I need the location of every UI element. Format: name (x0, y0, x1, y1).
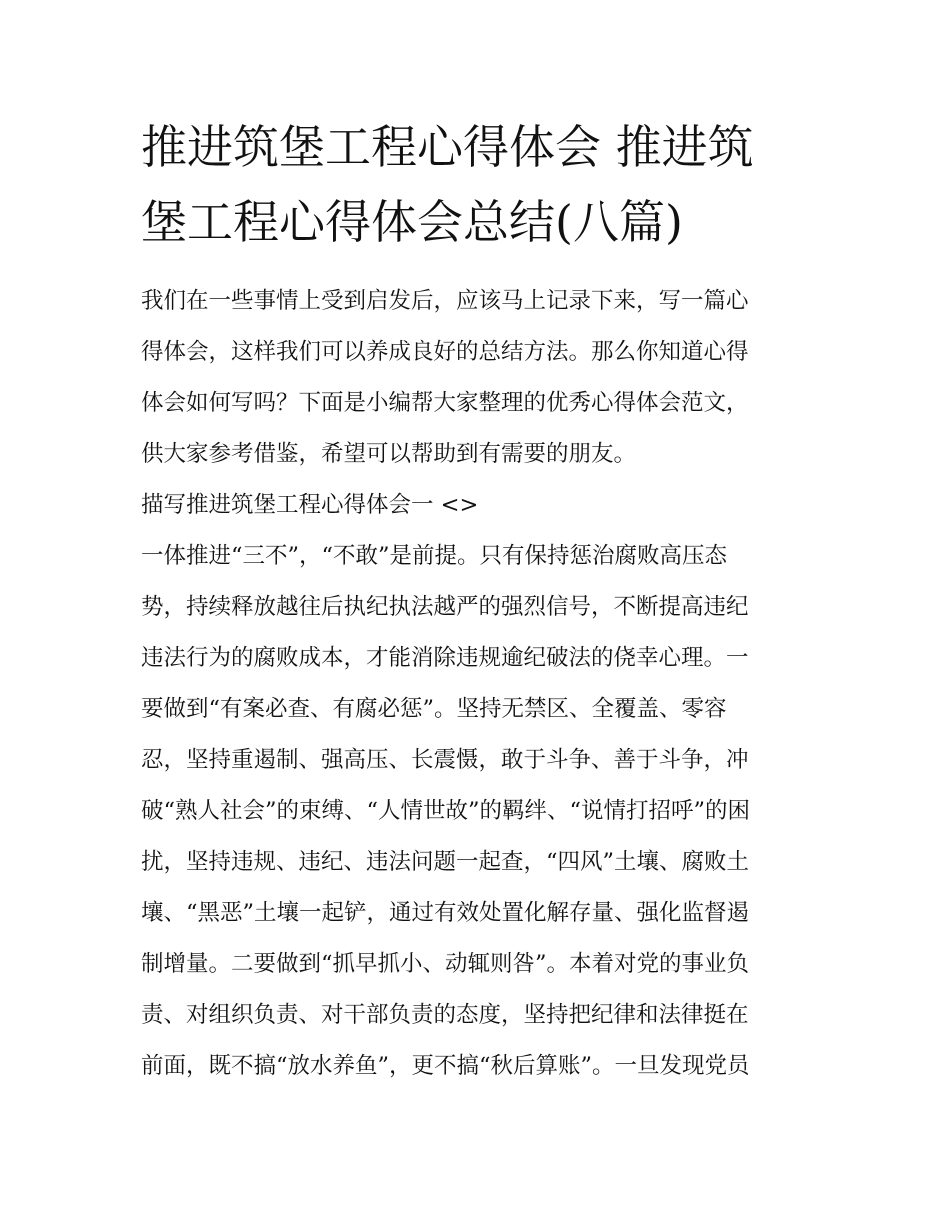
body-line: 壤、“黑恶”土壤一起铲，通过有效处置化解存量、强化监督遏 (141, 900, 750, 926)
body-line: 制增量。二要做到“抓早抓小、动辄则咎”。本着对党的事业负 (141, 951, 750, 977)
body-line: 破“熟人社会”的束缚、“人情世故”的羁绊、“说情打招呼”的困 (141, 798, 751, 824)
intro-line: 我们在一些事情上受到启发后，应该马上记录下来，写一篇心 (141, 288, 749, 314)
body-line: 前面，既不搞“放水养鱼”，更不搞“秋后算账”。一旦发现党员 (141, 1053, 750, 1079)
intro-line: 供大家参考借鉴，希望可以帮助到有需要的朋友。 (141, 441, 637, 467)
body-line: 一体推进“三不”，“不敢”是前提。只有保持惩治腐败高压态 (141, 543, 728, 569)
body-line: 扰，坚持违规、违纪、违法问题一起查，“四风”土壤、腐败土 (141, 849, 750, 875)
section-heading: 描写推进筑堡工程心得体会一 <> (141, 492, 479, 518)
title-line: 堡工程心得体会总结(八篇) (141, 195, 683, 249)
title-line: 推进筑堡工程心得体会 推进筑 (141, 120, 754, 174)
document-body (141, 276, 831, 1092)
body-line: 责、对组织负责、对干部负责的态度，坚持把纪律和法律挺在 (141, 1002, 749, 1028)
body-line: 违法行为的腐败成本，才能消除违规逾纪破法的侥幸心理。一 (141, 645, 749, 671)
document-title (141, 110, 821, 260)
body-line: 忍，坚持重遏制、强高压、长震慑，敢于斗争、善于斗争，冲 (141, 747, 749, 773)
intro-line: 得体会，这样我们可以养成良好的总结方法。那么你知道心得 (141, 339, 749, 365)
intro-line: 体会如何写吗？下面是小编帮大家整理的优秀心得体会范文， (141, 390, 749, 416)
body-line: 势，持续释放越往后执纪执法越严的强烈信号，不断提高违纪 (141, 594, 749, 620)
body-line: 要做到“有案必查、有腐必惩”。坚持无禁区、全覆盖、零容 (141, 696, 727, 722)
